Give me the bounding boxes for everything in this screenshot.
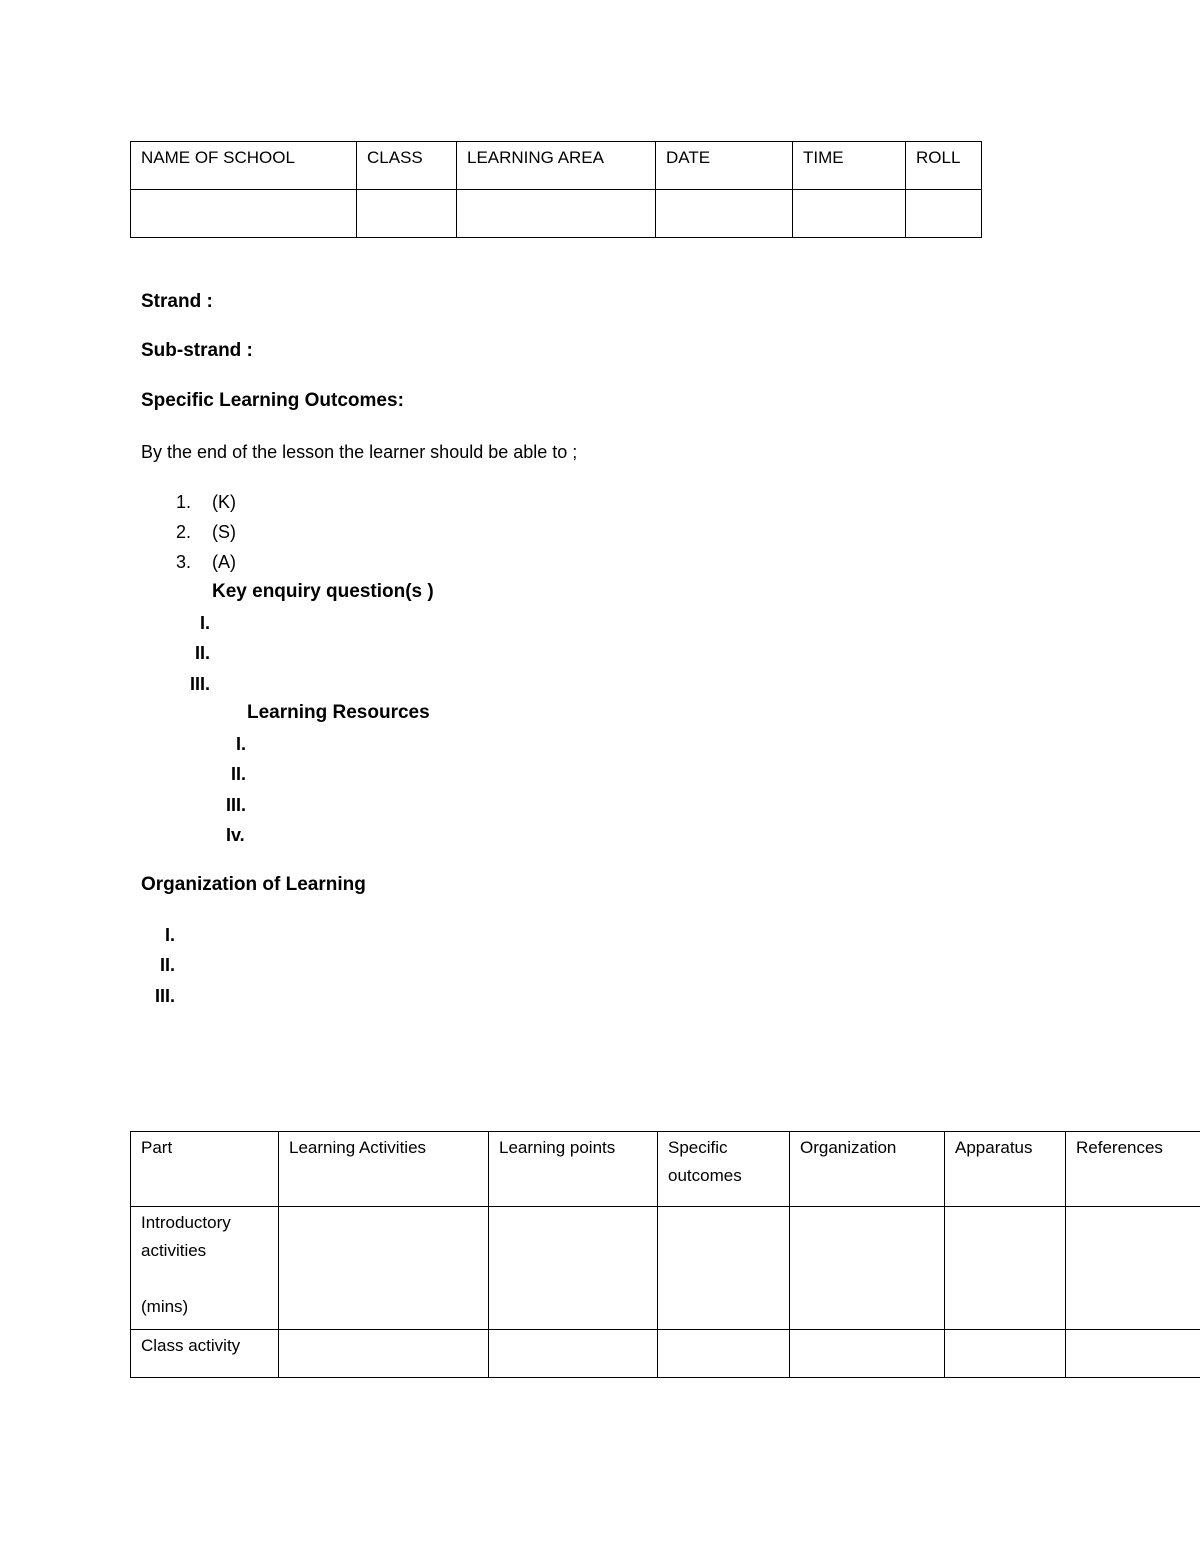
value-cell-learning-area bbox=[457, 190, 656, 238]
outcome-marker: 2. bbox=[176, 522, 192, 542]
col-header-references bbox=[1066, 1132, 1200, 1207]
column-header: Organization bbox=[800, 1138, 897, 1157]
value-cell-time bbox=[793, 190, 906, 238]
table-cell bbox=[489, 1330, 658, 1378]
header-cell-class bbox=[357, 142, 457, 190]
outcome-text: (K) bbox=[212, 492, 236, 512]
resources-item: I. bbox=[236, 734, 247, 754]
table-row bbox=[131, 1207, 1200, 1330]
key-enquiry-heading: Key enquiry question(s ) bbox=[212, 581, 434, 602]
table-cell bbox=[1066, 1207, 1200, 1330]
value-cell-date bbox=[656, 190, 793, 238]
column-header: References bbox=[1076, 1138, 1163, 1157]
table-cell bbox=[658, 1207, 790, 1330]
intro-sentence: By the end of the lesson the learner should be able to ; bbox=[141, 442, 578, 462]
column-header: Learning points bbox=[499, 1138, 616, 1157]
resources-heading: Learning Resources bbox=[247, 702, 430, 723]
col-header-learning-activities bbox=[279, 1132, 489, 1207]
table-cell bbox=[945, 1330, 1066, 1378]
value-cell-roll bbox=[906, 190, 982, 238]
activity-table bbox=[130, 1131, 1200, 1378]
key-enquiry-item: III. bbox=[190, 674, 211, 694]
col-header-organization bbox=[790, 1132, 945, 1207]
header-cell-roll bbox=[906, 142, 982, 190]
table-cell bbox=[658, 1330, 790, 1378]
value-text bbox=[357, 190, 456, 192]
resources-item: Iv. bbox=[226, 825, 245, 845]
row-part-label: Class activity bbox=[141, 1336, 241, 1355]
resources-item: II. bbox=[231, 764, 247, 784]
value-text bbox=[906, 190, 981, 192]
table-cell bbox=[279, 1330, 489, 1378]
header-cell-date bbox=[656, 142, 793, 190]
outcome-marker: 1. bbox=[176, 492, 192, 512]
column-header: Specific outcomes bbox=[668, 1138, 742, 1185]
resources-item: III. bbox=[226, 795, 247, 815]
table-cell bbox=[790, 1330, 945, 1378]
outcome-marker: 3. bbox=[176, 552, 192, 572]
header-label: LEARNING AREA bbox=[467, 148, 604, 167]
organization-heading: Organization of Learning bbox=[141, 874, 366, 895]
organization-item: I. bbox=[165, 925, 176, 945]
table-cell bbox=[1066, 1330, 1200, 1378]
header-label: TIME bbox=[803, 148, 844, 167]
organization-item: II. bbox=[160, 955, 176, 975]
key-enquiry-item: II. bbox=[195, 643, 211, 663]
outcome-text: (A) bbox=[212, 552, 236, 572]
col-header-part bbox=[131, 1132, 279, 1207]
table-cell bbox=[279, 1207, 489, 1330]
column-header: Learning Activities bbox=[289, 1138, 427, 1157]
organization-item: III. bbox=[155, 986, 176, 1006]
row-part-cell bbox=[131, 1207, 279, 1330]
header-label: ROLL bbox=[916, 148, 961, 167]
key-enquiry-item: I. bbox=[200, 613, 211, 633]
value-cell-name-of-school bbox=[131, 190, 357, 238]
value-cell-class bbox=[357, 190, 457, 238]
header-label: NAME OF SCHOOL bbox=[141, 148, 295, 167]
header-cell-learning-area bbox=[457, 142, 656, 190]
table-cell bbox=[945, 1207, 1066, 1330]
col-header-apparatus bbox=[945, 1132, 1066, 1207]
header-label: CLASS bbox=[367, 148, 423, 167]
value-text bbox=[793, 190, 905, 192]
column-header: Apparatus bbox=[955, 1138, 1033, 1157]
col-header-specific-outcomes bbox=[658, 1132, 790, 1207]
outcome-text: (S) bbox=[212, 522, 236, 542]
value-text bbox=[457, 190, 655, 192]
header-table bbox=[130, 141, 982, 238]
table-cell bbox=[489, 1207, 658, 1330]
value-text bbox=[656, 190, 792, 192]
substrand-label: Sub-strand : bbox=[141, 340, 253, 361]
column-header: Part bbox=[141, 1138, 173, 1157]
value-text bbox=[131, 190, 356, 192]
header-cell-name-of-school bbox=[131, 142, 357, 190]
outcomes-heading: Specific Learning Outcomes: bbox=[141, 390, 404, 411]
col-header-learning-points bbox=[489, 1132, 658, 1207]
row-part-label: Introductory activities (mins) bbox=[141, 1213, 231, 1316]
table-cell bbox=[790, 1207, 945, 1330]
header-label: DATE bbox=[666, 148, 711, 167]
strand-label: Strand : bbox=[141, 291, 213, 312]
header-cell-time bbox=[793, 142, 906, 190]
row-part-cell bbox=[131, 1330, 279, 1378]
table-row bbox=[131, 1330, 1200, 1378]
